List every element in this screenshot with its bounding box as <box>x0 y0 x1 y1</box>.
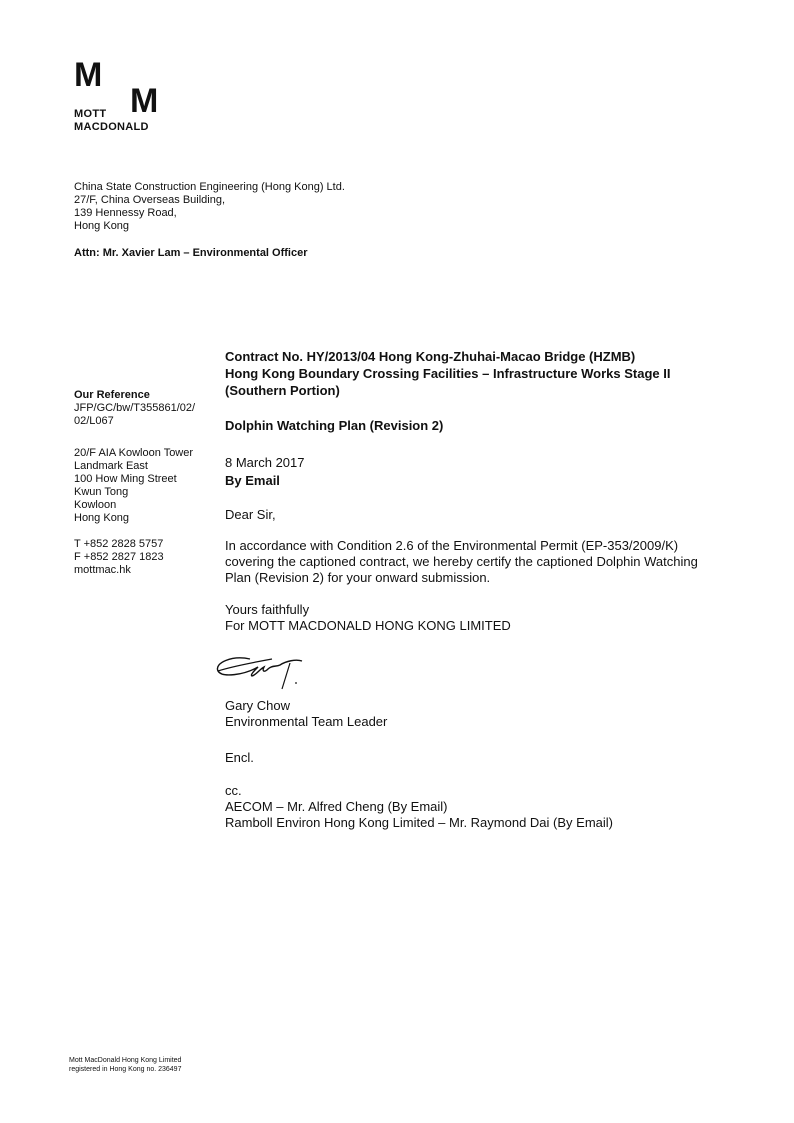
letter-body <box>225 538 725 586</box>
attention-line: Attn: Mr. Xavier Lam – Environmental Officer <box>74 247 308 259</box>
subject-line: Hong Kong Boundary Crossing Facilities – Infrastructure Works Stage II <box>225 366 671 381</box>
subject-line: Contract No. HY/2013/04 Hong Kong-Zhuhai-Macao Bridge (HZMB) <box>225 349 636 364</box>
telephone: T +852 2828 5757 <box>74 538 164 550</box>
cc-block <box>225 783 613 831</box>
office-address-line: Kowloon <box>74 499 117 511</box>
recipient-address <box>74 181 345 233</box>
registration-footer <box>69 1056 181 1074</box>
closing-block <box>225 602 511 634</box>
cc-recipient: AECOM – Mr. Alfred Cheng (By Email) <box>225 799 448 814</box>
office-address <box>74 447 193 525</box>
logo-text-line1: MOTT <box>74 108 107 120</box>
reference-line: JFP/GC/bw/T355861/02/ <box>74 402 196 414</box>
delivery-method: By Email <box>225 473 280 488</box>
logo-text-line2: MACDONALD <box>74 121 149 133</box>
enclosure-note: Encl. <box>225 750 254 765</box>
subject-block <box>225 348 670 399</box>
office-address-line: Landmark East <box>74 460 148 472</box>
recipient-line: China State Construction Engineering (Hong Kong) Ltd. <box>74 181 345 193</box>
fax: F +852 2827 1823 <box>74 551 164 563</box>
recipient-line: Hong Kong <box>74 220 130 232</box>
body-line: Plan (Revision 2) for your onward submission. <box>225 570 491 585</box>
cc-recipient: Ramboll Environ Hong Kong Limited – Mr. Raymond Dai (By Email) <box>225 815 613 830</box>
logo-letter-bottom: M <box>130 82 159 120</box>
signer-title: Environmental Team Leader <box>225 714 388 729</box>
recipient-line: 139 Hennessy Road, <box>74 207 177 219</box>
company-signoff: For MOTT MACDONALD HONG KONG LIMITED <box>225 618 511 633</box>
signer-block <box>225 698 387 730</box>
closing: Yours faithfully <box>225 602 310 617</box>
website-link[interactable]: mottmac.hk <box>74 564 131 576</box>
reference-line: 02/L067 <box>74 415 114 427</box>
recipient-line: 27/F, China Overseas Building, <box>74 194 226 206</box>
office-address-line: Kwun Tong <box>74 486 129 498</box>
office-address-line: 20/F AIA Kowloon Tower <box>74 447 194 459</box>
company-logo <box>74 58 174 138</box>
office-address-line: 100 How Ming Street <box>74 473 177 485</box>
footer-line: Mott MacDonald Hong Kong Limited <box>69 1057 182 1064</box>
contact-info <box>74 538 164 577</box>
footer-line: registered in Hong Kong no. 236497 <box>69 1066 182 1073</box>
letter-date: 8 March 2017 <box>225 455 305 470</box>
reference-heading: Our Reference <box>74 389 150 401</box>
salutation: Dear Sir, <box>225 507 276 522</box>
logo-letter-top: M <box>74 56 103 94</box>
reference-number <box>74 402 195 428</box>
office-address-line: Hong Kong <box>74 512 130 524</box>
plan-title: Dolphin Watching Plan (Revision 2) <box>225 418 444 433</box>
body-line: covering the captioned contract, we hereby certify the captioned Dolphin Watching <box>225 554 698 569</box>
cc-label: cc. <box>225 783 242 798</box>
signer-name: Gary Chow <box>225 698 291 713</box>
signature-image <box>210 645 320 695</box>
subject-line: (Southern Portion) <box>225 383 340 398</box>
body-line: In accordance with Condition 2.6 of the Environmental Permit (EP-353/2009/K) <box>225 538 679 553</box>
